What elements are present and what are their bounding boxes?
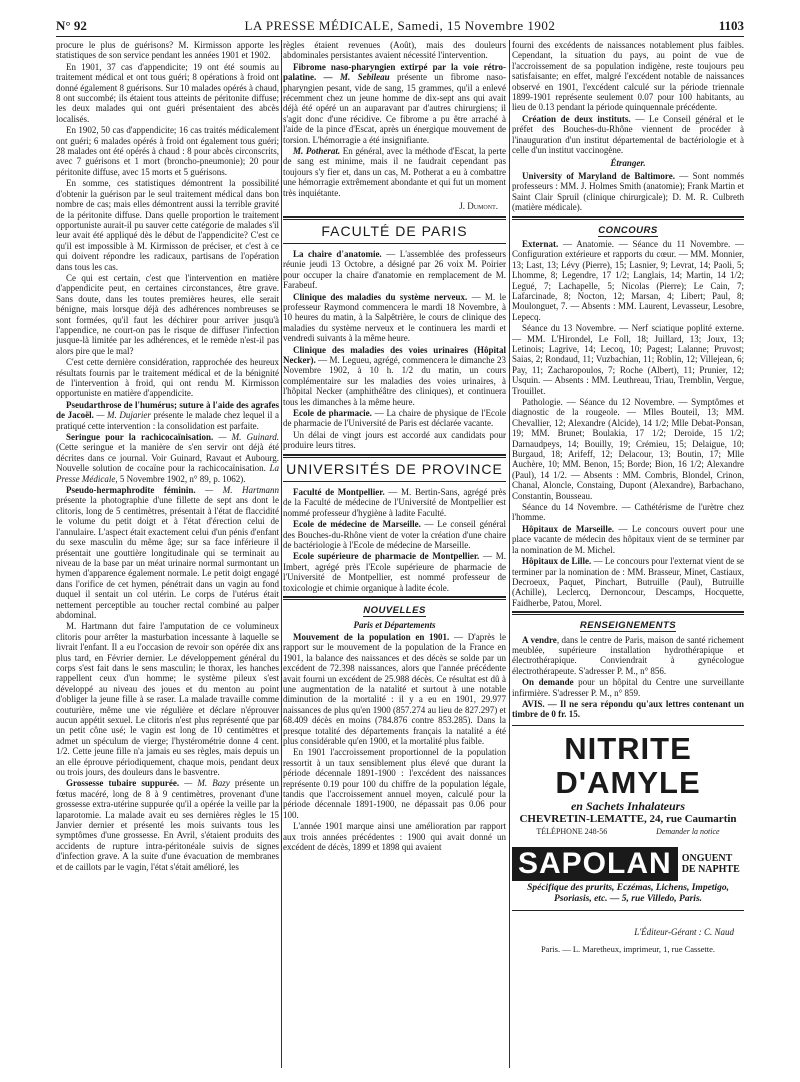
item-text: — Anatomie. — Séance du 11 Novembre. — Configuration extérieure et rapports du cœur. — MM. Monnier, 13; Last, 13; Lévy (Pierre), 15; Lasnier, 9; Levrat, 14; Paoli, 5; Lhomme, 8; Legendre, 17 1/2; Langlais, 14; Martin, 14 1/2; Legué, 7; Lachapelle, 5; Nicolas (Pierre); Le Cain, 7; Lafarcinade, 8; Nocton, 12; Marsan, 4; Libert; Paul, 8; Moulonguet, 7. — Absents : MM. Laurent, Levasseur, Lesobre, Lepecq. xyxy=(512,238,744,322)
section-heading-text: CONCOURS xyxy=(598,224,658,236)
printer-line: Paris. — L. Maretheux, imprimeur, 1, rue Cassette. xyxy=(540,943,716,954)
article-item xyxy=(512,239,744,322)
ad-telephone: TÉLÉPHONE 248-56 xyxy=(536,826,608,836)
item-title: La chaire d'anatomie. xyxy=(293,248,382,259)
item-author: — M. Hartmann xyxy=(205,485,279,496)
paragraph: En 1902, 50 cas d'appendicite; 16 cas traités médicalement ont guéri; 6 malades opérés à froid ont également tous guéri; 28 malades ont été opérés à chaud : 8 pour abcès circonscrits, avec 7 guérisons et 1 mort (broncho-pneumonie); 20 pour péritonite diffuse, avec 15 morts et 5 guérisons. xyxy=(56,125,279,177)
paragraph: Pathologie. — Séance du 12 Novembre. — Symptômes et diagnostic de la rougeole. — Mlles Bouteil, 13; MM. Chevallier, 12; Alexandre (Alcide), 14 1/2; Mlle Debat-Ponsan, 19; MM. Brunet; Boulakia, 17 1/2; Deroide, 15 1/2; Darnaudpeys, 14; Bouilly, 19; Crémieu, 15; Delaigue, 10; Burgaud, 18; Arifeff, 12; Delacour, 13; Boutin, 17; Mlle Auchère, 10; MM. Benon, 15; Borde; Bion, 16 1/2; Alexandre (Paul), 14 1/2. — Absents : MM. Combris, Blondel, Crinon, Chanal, Aloncle, Constaing, Dupont (Alexandre), Barbachano, Constantin, Bousseau. xyxy=(512,397,744,501)
article-item xyxy=(56,485,279,620)
ad-tagline: ONGUENT DE NAPHTE xyxy=(681,853,740,876)
issue-number: N° 92 xyxy=(56,18,87,33)
column-1 xyxy=(56,40,279,1072)
item-text: présente un fibrome naso-pharyngien pesant, vide de sang, 15 grammes, qu'il a enlevé récemment chez un jeune homme de dix-sept ans qui avait déjà été opéré un an auparavant par d'autres chirurgiens; il s'agit donc d'une récidive. Ce fibrome a pu être arraché à l'aide de la pince d'Escat, après un énergique mouvement de torsion. L'hémorragie a été insignifiante. xyxy=(283,72,506,145)
article-item xyxy=(283,551,506,593)
article-item xyxy=(283,62,506,145)
page-number: 1103 xyxy=(718,18,744,33)
article-item xyxy=(512,524,744,555)
item-title: Faculté de Montpellier. xyxy=(293,487,385,498)
paragraph: C'est cette dernière considération, rapprochée des heureux résultats fournis par le traitement médical et de la bénignité de l'intervention à froid, qui ont rendu M. Kirmisson opportuniste en matière d'appendicite. xyxy=(56,357,279,399)
item-text: (Cette seringue et la manière de s'en servir ont déjà été décrites dans ce journal. Voir Guinard, Ravaut et Aubourg. Nouvelle solution de cocaïne pour la rachicocaïnisation. xyxy=(56,442,279,474)
signature: J. Dumont. xyxy=(459,201,498,212)
column-2 xyxy=(283,40,506,1072)
item-text: — Le Conseil général et le préfet des Bouches-du-Rhône viennent de procéder à l'inauguration d'un institut départemental de bactériologie et à celle d'un institut vaccinogène. xyxy=(512,113,744,156)
section-rule xyxy=(283,454,506,456)
item-text: présente un fœtus macéré, long de 8 à 9 centimètres, provenant d'une grossesse extra-utérine suppurée qu'il a opérée la veille par la laparotomie. La malade avait eu ses dernières règles le 15 Janvier dernier et présenté les mois suivants tous les symptômes d'une grossesse. En Avril, s'étaient produits des accidents de rupture intra-péritonéale suivis de signes d'infection grave. A la suite d'une évacuation de membranes et de caillots par le vagin, l'état s'était amélioré, les xyxy=(56,778,279,872)
article-item xyxy=(512,114,744,156)
item-text: — Le concours pour l'externat vient de se terminer par la nomination de : MM. Brasseur, Minet, Castiaux, Decroeux, Paquet, Pinchart, Butruille (Paul), Butruille (Achille), Leclercq, Dernoncour, Descamps, Hocquette, Faidherbe, Patou, Morel. xyxy=(512,556,744,608)
notice: AVIS. — Il ne sera répondu qu'aux lettres contenant un timbre de 0 fr. 15. xyxy=(512,698,744,720)
column-divider xyxy=(509,40,510,1068)
item-text: présente la photographie d'une fillette de sept ans dont le clitoris, long de 5 centimètres, présentait à l'état de flaccidité le volume du petit doigt et à l'état d'érection celui de l'annulaire. L'aspect était exactement celui d'un pénis d'enfant du sexe masculin du même âge; sur sa face inférieure il présentait une gouttière longitudinale qui se terminait au niveau de la base par un méat urinaire normal surmontant un hymen d'apparence également normale. Le petit doigt engagé dans l'orifice de cet hymen, pénétrait dans un vagin au fond duquel il sentait un col utérin. Le corps de l'utérus était nettement perceptible au toucher rectal combiné au palper abdominal. xyxy=(56,495,279,620)
item-title: Mouvement de la population en 1901. xyxy=(293,631,450,642)
paragraph: Séance du 13 Novembre. — Nerf sciatique poplité externe. — MM. L'Hirondel, Le Foll, 18; Juillard, 13; Joux, 13; Letinois; Lagrive, 14; Lecoq, 10; Pagest; Lalanne; Pruvost; Saias, 2; Rondaud, 11; Vuzbachian, 11; Roblin, 12; Villejean, 6; Pay, 11; Zacharopoulos, 7; Roche (Albert), 11; Prunier, 12; Usquin. — Absents : MM. Leuthreau, Triau, Tremblin, Vergue, Trouillet. xyxy=(512,323,744,396)
item-title: On demande xyxy=(522,677,574,688)
item-title: A vendre xyxy=(522,634,557,645)
article-item xyxy=(283,519,506,550)
column-3 xyxy=(512,40,744,1072)
paragraph: fourni des excédents de naissances notablement plus faibles. Cependant, la situation du pays, au point de vue de l'accroissement de sa population indigène, reste toujours peu satisfaisante; en effet, malgré l'excédent notable de naissances observé en 1901, l'excédent calculé sur la période triennale 1899-1901 représente seulement 0.07 pour 100 habitants, au lieu de 0.13 pendant la période quinquennale précédente. xyxy=(512,40,744,113)
item-title: University of Maryland de Baltimore. xyxy=(522,170,675,181)
item-text: — D'après le rapport sur le mouvement de la population de la France en 1901, la balance des naissances et des décès se solde par un excédent de 72.398 naissances, alors que l'année précédente avait fourni un excédent de 25.988 décès. Ce résultat est dû à une augmentation de la natalité et surtout à une notable diminution de la mortalité : il y a eu en 1901, 29.977 naissances de plus qu'en 1900 (857.274 au lieu de 827.297) et 68.409 décès en moins (784.876 contre 853.285). Dans la presque totalité des départements français la natalité a été plus considérable qu'en 1900, et la mortalité plus faible. xyxy=(283,631,506,746)
paragraph: règles étaient revenues (Août), mais des douleurs abdominales persistantes avaient nécessité l'intervention. xyxy=(283,40,506,61)
article-item xyxy=(283,487,506,518)
item-author: — M. Dujarier xyxy=(96,410,151,421)
item-title: Clinique des maladies du système nerveux. xyxy=(293,291,468,302)
section-rule xyxy=(283,481,506,482)
item-text: — Le concours ouvert pour une place vacante de médecin des hôpitaux vient de se terminer par la nomination de M. Michel. xyxy=(512,523,744,555)
item-title: Pseudo-hermaphrodite féminin. xyxy=(66,485,196,496)
section-rule xyxy=(512,614,744,615)
ad-description: Spécifique des prurits, Eczémas, Lichens, Impetigo, Psoriasis, etc. — 5, rue Villedo, Paris. xyxy=(527,883,729,905)
section-rule xyxy=(512,216,744,218)
classified-item xyxy=(512,635,744,677)
section-rule xyxy=(512,611,744,613)
paragraph: Ce qui est certain, c'est que l'intervention en matière d'appendicite peut, en certaines circonstances, être grave. Sans doute, dans les toutes premières heures, elle serait bénigne, mais lorsque déjà des adhérences nombreuses se sont formées, qu'il faut les déchirer pour arriver jusqu'à l'appendice, ne court-on pas le risque de diffuser l'infection jusque-là limitée par les adhérences, et le remède n'est-il pas alors pire que le mal? xyxy=(56,272,279,356)
paragraph: M. Hartmann dut faire l'amputation de ce volumineux clitoris pour arrêter la masturbation incessante à laquelle se livrait l'enfant. Il a eu l'occasion de revoir son opérée dix ans plus tard, en Février dernier. Le développement général du corps s'est fait dans le sens masculin; le thorax, les hanches rappellent ceux d'un homme; le système pileux s'est développé au niveau des joues et du menton au point d'obliger la jeune fille à se raser. La malade travaille comme couturière, même une vie régulière et déclare n'éprouver aucun appétit sexuel. Le clitoris n'est plus représenté que par un petit cône usé; le vagin est long de 10 centimètres et admet un spéculum de vierge; l'hystérométrie donne 4 cent. 1/2. Cette jeune fille n'a jamais eu ses règles, mais depuis un an elle éprouve périodiquement, chaque mois, pendant deux ou trois jours, des douleurs dans le basventre. xyxy=(56,621,279,778)
section-heading-text: RENSEIGNEMENTS xyxy=(579,620,677,632)
item-author: — M. Sebileau xyxy=(323,72,390,83)
item-title: Hôpitaux de Marseille. xyxy=(522,523,615,534)
article-item xyxy=(512,556,744,608)
item-text: , dans le centre de Paris, maison de santé richement meublée, supérieure installation hydrothérapique et électrothérapique. Conviendrait à gynécologue électrothérapeute. S'adresser P. M., n° 856. xyxy=(512,634,744,676)
article-item xyxy=(283,249,506,291)
item-author: M. Potherat. xyxy=(293,146,341,157)
item-title: Fibrome naso-pharyngien extirpé par la voie rétro-palatine. xyxy=(283,61,506,83)
item-title: Grossesse tubaire suppurée. xyxy=(66,778,180,789)
paragraph: Séance du 14 Novembre. — Cathétérisme de l'urètre chez l'homme. xyxy=(512,502,744,523)
ad-footer xyxy=(512,827,744,837)
item-title: Ecole de médecine de Marseille. xyxy=(293,519,421,530)
article-item xyxy=(283,146,506,198)
column-divider xyxy=(281,40,282,1068)
paragraph: En 1901, 37 cas d'appendicite; 19 ont été soumis au traitement médical et ont tous guéri; 8 opérations à froid ont donné également 8 guérisons. Sur 10 malades opérés à chaud, 8 ont succombé; ils étaient tous atteints de péritonite diffuse; les deux malades qui ont guéri présentaient des abcès localisés. xyxy=(56,61,279,124)
item-text: — M. le professeur Raymond commencera le mardi 18 Novembre, à 10 heures du matin, à la Salpêtrière, le cours de clinique des maladies du système nerveux et le continuera les mardi et vendredi suivants à la même heure. xyxy=(283,291,506,344)
section-heading xyxy=(283,606,506,616)
editor-line: L'Éditeur-Gérant : C. Naud xyxy=(634,927,734,938)
section-heading xyxy=(512,621,744,631)
section-rule xyxy=(283,457,506,458)
item-text: — M. Imbert, agrégé près l'Ecole supérieure de pharmacie de l'Université de Montpellier, est nommé professeur de toxicologie et chimie organique à ladite école. xyxy=(283,551,506,593)
item-text: En général, avec la méthode d'Escat, la perte de sang est minime, mais il ne faudrait cependant pas toujours s'y fier et, dans un cas, M. Potherat a eu à combattre une hémorragie extrêmement abondante et qui fut un moment très inquiétante. xyxy=(283,146,506,198)
section-heading: UNIVERSITÉS DE PROVINCE xyxy=(286,460,503,477)
item-title: Ecole supérieure de pharmacie de Montpellier. xyxy=(293,551,480,562)
header-rule xyxy=(56,36,744,37)
item-text: — L'assemblée des professeurs réunie jeudi 13 Octobre, a désigné par 26 voix M. Poirier pour occuper la chaire d'anatomie en remplacement de M. Farabeuf. xyxy=(283,248,506,291)
item-title: Clinique des maladies des voies urinaires (Hôpital Necker). xyxy=(283,344,506,365)
article-item xyxy=(283,292,506,344)
section-rule xyxy=(512,910,744,911)
ad-address: CHEVRETIN-LEMATTE, 24, rue Caumartin xyxy=(519,812,737,825)
section-rule xyxy=(283,243,506,244)
colophon xyxy=(512,927,744,954)
item-text: — Le conseil général des Bouches-du-Rhône vient de voter la création d'une chaire de bactériologie à l'Ecole de médecine de Marseille. xyxy=(283,519,506,551)
item-text: présente le malade chez lequel il a pratiqué cette intervention : la consolidation est parfaite. xyxy=(56,410,279,431)
item-title: Ecole de pharmacie. xyxy=(293,408,372,418)
article-item xyxy=(283,408,506,429)
ad-note: Demander la notice xyxy=(656,826,720,836)
section-heading-text: NOUVELLES xyxy=(363,605,426,617)
paragraph: Un délai de vingt jours est accordé aux candidats pour produire leurs titres. xyxy=(283,429,506,451)
item-author: — M. Bazy xyxy=(184,778,230,789)
article-item xyxy=(56,400,279,431)
item-title: Externat. xyxy=(522,238,559,249)
advertisement-sapolan xyxy=(512,847,744,881)
item-title: Seringue pour la rachicocaïnisation. xyxy=(66,432,214,443)
advertisement-nitrite xyxy=(512,732,744,837)
section-rule xyxy=(283,219,506,220)
subsection-heading: Étranger. xyxy=(610,158,646,169)
section-heading xyxy=(512,226,744,236)
section-rule xyxy=(283,216,506,218)
journal-name: La Presse Médicale xyxy=(56,463,279,484)
paragraph: En 1901 l'accroissement proportionnel de la population ressortit à un taux sensiblement plus élevé que durant la période décennale 1891-1900 : l'excédent des naissances représente 0.19 pour 100 du chiffre de la population légale, tandis que l'accroissement annuel moyen, calculé pour la période décennale 1891-1900, ne dépassait pas 0.06 pour 100. xyxy=(283,747,506,820)
page-header xyxy=(56,18,744,34)
classified-item xyxy=(512,677,744,698)
subsection-heading: Paris et Départements xyxy=(353,619,436,630)
ad-brand-name: NITRITE D'AMYLE xyxy=(555,730,701,800)
item-text: — La chaire de physique de l'Ecole de pharmacie de l'Université de Paris est déclarée vacante. xyxy=(283,408,506,429)
item-text: — M. Bertin-Sans, agrégé près de la Faculté de médecine de l'Université de Montpellier est nommé professeur d'hygiène à ladite Faculté. xyxy=(283,487,506,518)
article-item xyxy=(56,778,279,872)
article-item xyxy=(56,432,279,484)
item-text: — M. Legueu, agrégé, commencera le dimanche 23 Novembre 1902, à 10 h. 1/2 du matin, un cours complémentaire sur les maladies des voies urinaires, à l'hôpital Necker (amphithéâtre des cliniques), et continuera tous les dimanches à la même heure. xyxy=(283,354,506,407)
journal-title: LA PRESSE MÉDICALE, Samedi, 15 Novembre 1902 xyxy=(244,18,556,33)
item-text: pour un hôpital du Centre une surveillante infirmière. S'adresser P. M., n° 859. xyxy=(512,677,744,698)
article-item xyxy=(283,345,506,407)
section-heading: FACULTÉ DE PARIS xyxy=(321,222,468,239)
paragraph: procure le plus de guérisons? M. Kirmisson apporte les statistiques de son service pendant les années 1901 et 1902. xyxy=(56,40,279,61)
paragraph: En somme, ces statistiques démontrent la possibilité d'obtenir la guérison par le seul traitement médical dans bon nombre de cas; mais elles démontrent aussi la terrible gravité de la péritonite diffuse. Dans quelle proportion le traitement opportuniste aurait-il pu sauver cette catégorie de malades s'il leur avait été appliqué dès le début de l'appendicite? C'est ce qu'il est impossible à M. Kirmisson de préciser, et c'est à ce qui doivent répondre les radicaux, partisans de l'opération dans tous les cas. xyxy=(56,178,279,272)
section-rule xyxy=(283,599,506,600)
article-item xyxy=(512,171,744,213)
section-rule xyxy=(512,725,744,726)
paragraph: L'année 1901 marque ainsi une amélioration par rapport aux trois années précédentes : 1900 qui avait donné un excédent de décès, 1899 et 1898 qui avaient xyxy=(283,821,506,853)
ad-brand-name: SAPOLAN xyxy=(512,847,678,881)
section-rule xyxy=(283,596,506,598)
item-text: — Sont nommés professeurs : MM. J. Holmes Smith (anatomie); Frank Martin et Saint Clair Spruil (clinique chirurgicale); D. M. R. Culbreth (matière médicale). xyxy=(512,170,744,213)
article-item xyxy=(283,632,506,746)
item-title: Création de deux instituts. xyxy=(522,113,631,124)
ad-subtitle: en Sachets Inhalateurs xyxy=(570,798,686,813)
item-author: — M. Guinard. xyxy=(218,432,279,443)
item-text: , 5 Novembre 1902, n° 89, p. 1062). xyxy=(115,473,246,484)
item-title: Hôpitaux de Lille. xyxy=(522,556,592,567)
item-title: Pseudarthrose de l'humérus; suture à l'aide des agrafes de Jacoël. xyxy=(56,399,279,421)
section-rule xyxy=(512,219,744,220)
